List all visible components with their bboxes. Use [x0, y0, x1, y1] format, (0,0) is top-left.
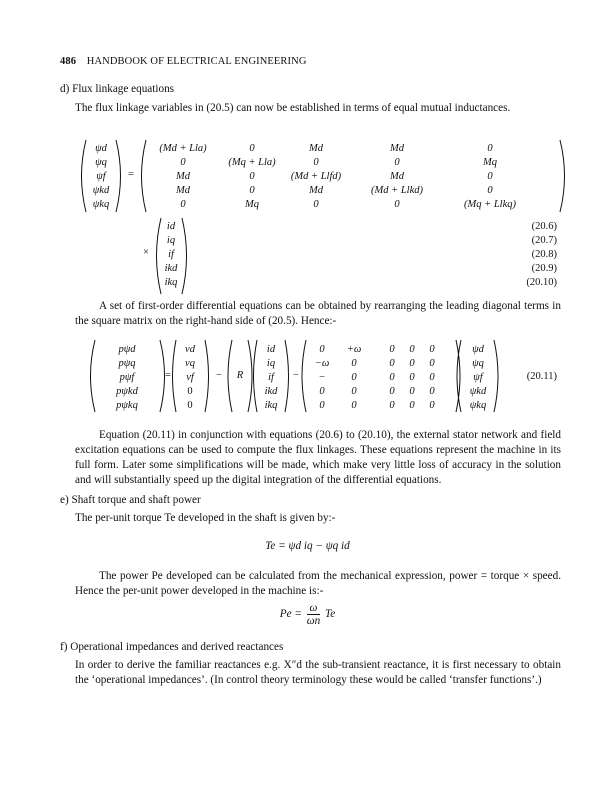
omega-cell: 0	[409, 358, 415, 369]
matrix-cell: 0	[394, 157, 400, 168]
de-psi: ψf	[473, 372, 483, 383]
matrix-cell: (Md + Llfd)	[290, 171, 342, 182]
de-voltage: vd	[185, 344, 195, 355]
de-current: iq	[266, 358, 276, 369]
de-voltage: 0	[187, 400, 193, 411]
omega-cell: 0	[389, 344, 395, 355]
matrix-cell: 0	[180, 157, 186, 168]
matrix-cell: 0	[249, 171, 255, 182]
equation-number-20-11: (20.11)	[526, 371, 557, 382]
power-fraction	[307, 602, 321, 627]
current-ikq: ikq	[164, 277, 178, 288]
matrix-cell: (Mq + Lla)	[228, 157, 276, 168]
lhs-psi-q: ψq	[95, 157, 107, 168]
current-iq: iq	[166, 235, 176, 246]
de-lhs: pψf	[119, 372, 135, 383]
section-d-intro: The flux linkage variables in (20.5) can now be established in terms of equal mutual inductances.	[75, 102, 511, 114]
de-current: id	[266, 344, 276, 355]
matrix-cell: (Mq + Llkq)	[464, 199, 516, 210]
section-f-heading: f) Operational impedances and derived reactances	[60, 641, 284, 653]
matrix-cell: Md	[309, 185, 323, 196]
matrix-cell: 0	[394, 199, 400, 210]
omega-cell: 0	[351, 358, 357, 369]
omega-cell: 0	[351, 400, 357, 411]
section-f-paragraph: In order to derive the familiar reactances e.g. X″d the sub-transient reactance, it is first necessary to obtain the ‘operational impedances’. (In control theory terminology these would be called ‘transfer functions’.)	[75, 659, 561, 686]
matrix-cell: 0	[487, 171, 493, 182]
section-e-heading: e) Shaft torque and shaft power	[60, 494, 201, 506]
matrix-cell: (Md + Lla)	[159, 143, 207, 154]
omega-cell: 0	[409, 372, 415, 383]
matrix-cell: Md	[390, 171, 404, 182]
lhs-psi-kq: ψkq	[92, 199, 110, 210]
power-numerator: ω	[307, 602, 321, 615]
de-psi: ψd	[472, 344, 484, 355]
de-current: if	[268, 372, 274, 383]
matrix-cell: 0	[487, 143, 493, 154]
power-lhs: Pe =	[279, 608, 302, 621]
de-voltage: 0	[187, 386, 193, 397]
de-psi: ψq	[472, 358, 484, 369]
omega-cell: 0	[389, 358, 395, 369]
times-sign: ×	[143, 247, 149, 258]
de-minus: −	[293, 370, 299, 381]
lhs-psi-f: ψf	[96, 171, 106, 182]
section-d-paragraph-3: Equation (20.11) in conjunction with equations (20.6) to (20.10), the external stator network and field excitation equations can be used to compute the flux linkages. These equations represent the machine in its full form. Later some simplifications will be made, which make very little loss of accuracy in the solution and will substantially speed up the digital integration of the differential equations.	[75, 429, 561, 486]
omega-cell: 0	[389, 400, 395, 411]
omega-cell: 0	[429, 372, 435, 383]
current-id: id	[166, 221, 176, 232]
resistance-r: R	[236, 370, 244, 381]
matrix-cell: 0	[487, 185, 493, 196]
omega-cell: 0	[351, 386, 357, 397]
current-ikd: ikd	[164, 263, 178, 274]
equation-number: (20.7)	[531, 235, 557, 246]
lhs-psi-d: ψd	[95, 143, 107, 154]
de-psi: ψkd	[469, 386, 487, 397]
omega-cell: 0	[389, 372, 395, 383]
omega-cell: 0	[429, 358, 435, 369]
omega-cell: 0	[429, 344, 435, 355]
de-minus: −	[216, 370, 222, 381]
equals-sign: =	[128, 169, 134, 180]
matrix-cell: Mq	[483, 157, 497, 168]
omega-cell: 0	[409, 344, 415, 355]
equation-number: (20.6)	[531, 221, 557, 232]
de-psi: ψkq	[469, 400, 487, 411]
book-title: HANDBOOK OF ELECTRICAL ENGINEERING	[86, 56, 307, 67]
omega-cell: 0	[319, 386, 325, 397]
matrix-cell: Md	[176, 185, 190, 196]
omega-cell: 0	[429, 386, 435, 397]
omega-cell: +ω	[346, 344, 362, 355]
section-e-intro: The per-unit torque Te developed in the shaft is given by:-	[75, 512, 336, 524]
lhs-psi-kd: ψkd	[92, 185, 110, 196]
matrix-cell: 0	[313, 157, 319, 168]
omega-cell: 0	[319, 344, 325, 355]
omega-cell: 0	[319, 400, 325, 411]
matrix-cell: Md	[390, 143, 404, 154]
omega-cell: 0	[409, 400, 415, 411]
omega-cell: 0	[351, 372, 357, 383]
matrix-cell: Md	[309, 143, 323, 154]
matrix-cell: 0	[313, 199, 319, 210]
de-lhs: pψkd	[116, 386, 138, 397]
de-lhs: pψd	[118, 344, 136, 355]
de-lhs: pψq	[118, 358, 136, 369]
matrix-cell: Md	[176, 171, 190, 182]
power-rhs: Te	[325, 608, 336, 621]
de-equals: =	[165, 370, 171, 381]
matrix-cell: (Md + Llkd)	[371, 185, 423, 196]
matrix-cell: 0	[249, 143, 255, 154]
power-denominator: ωn	[306, 615, 321, 627]
section-d-paragraph-2: A set of first-order differential equations can be obtained by rearranging the leading diagonal terms in the square matrix on the right-hand side of (20.5). Hence:-	[75, 300, 561, 327]
torque-equation: Te = ψd iq − ψq id	[265, 540, 350, 552]
de-lhs: pψkq	[116, 400, 138, 411]
page-number: 486	[60, 56, 77, 67]
omega-cell: 0	[429, 400, 435, 411]
matrix-cell: 0	[180, 199, 186, 210]
equation-number: (20.9)	[531, 263, 557, 274]
de-voltage: vq	[185, 358, 195, 369]
equation-number: (20.10)	[526, 277, 557, 288]
power-equation	[0, 602, 615, 627]
section-e-paragraph-2: The power Pe developed can be calculated from the mechanical expression, power = torque × speed. Hence the per-unit power developed in the machine is:-	[75, 570, 561, 597]
matrix-cell: Mq	[245, 199, 259, 210]
omega-cell: 0	[389, 386, 395, 397]
matrix-cell: 0	[249, 185, 255, 196]
omega-cell: 0	[409, 386, 415, 397]
equation-number: (20.8)	[531, 249, 557, 260]
de-current: ikq	[264, 400, 278, 411]
current-if: if	[168, 249, 174, 260]
de-voltage: vf	[186, 372, 194, 383]
omega-cell: −ω	[314, 358, 330, 369]
de-current: ikd	[264, 386, 278, 397]
section-d-heading: d) Flux linkage equations	[60, 83, 175, 95]
omega-cell: −	[318, 372, 326, 383]
